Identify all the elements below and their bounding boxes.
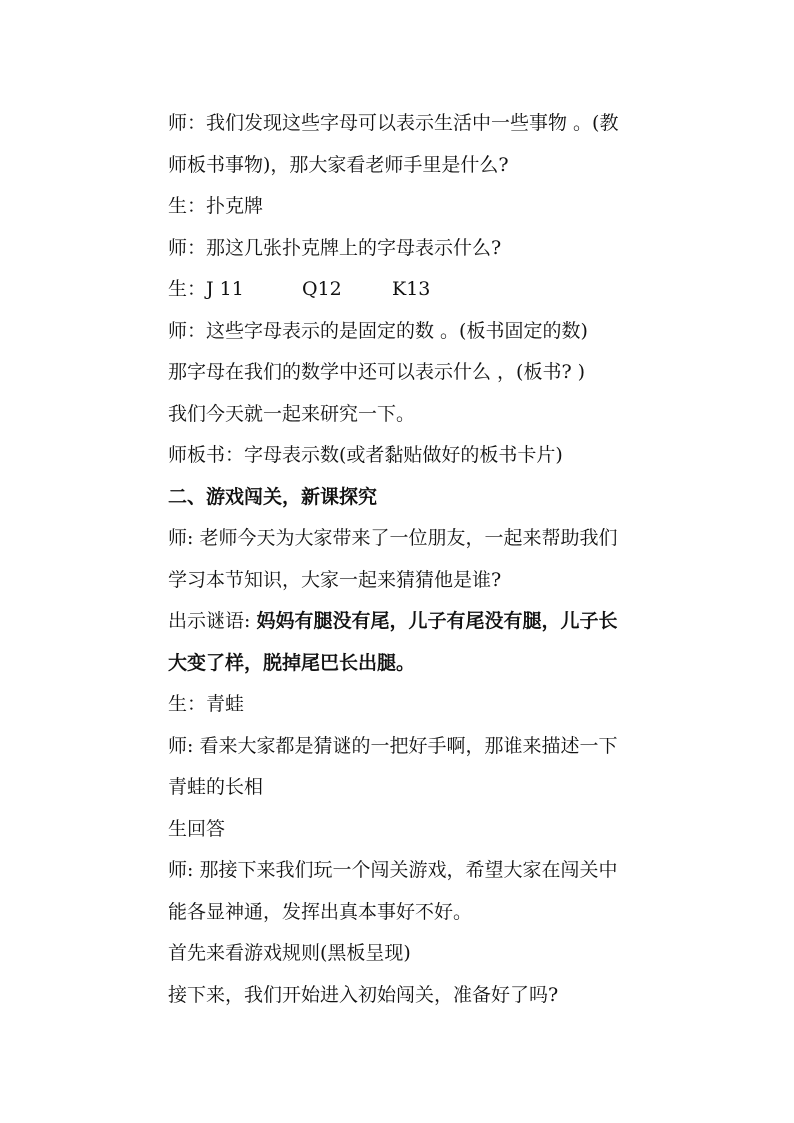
paragraph-line: 师板书事物)，那大家看老师手里是什么? [168,153,509,176]
paragraph-line: 师: 那接下来我们玩一个闯关游戏，希望大家在闯关中 [168,859,618,881]
paragraph-line: 青蛙的长相 [168,776,264,798]
paragraph-line: 生：青蛙 [168,693,245,715]
paragraph-line: 师：那这几张扑克牌上的字母表示什么? [168,236,502,259]
paragraph-line: 首先来看游戏规则(黑板呈现) [168,942,411,964]
riddle-text-continued: 大变了样，脱掉尾巴长出腿。 [168,651,416,674]
paragraph-line: 师：这些字母表示的是固定的数 。(板书固定的数) [168,319,588,342]
riddle-line [168,601,708,643]
poker-cards-line [168,269,708,311]
paragraph-line: 学习本节知识，大家一起来猜猜他是谁? [168,568,502,591]
card-q: Q12 [302,278,342,300]
section-heading: 二、游戏闯关，新课探究 [168,485,378,508]
paragraph-line: 我们今天就一起来研究一下。 [168,402,416,425]
paragraph-line: 生：扑克牌 [168,195,264,217]
paragraph-line: 师: 看来大家都是猜谜的一把好手啊，那谁来描述一下 [168,734,618,757]
card-k: K13 [392,278,431,300]
speaker-label: 生： [168,278,207,300]
paragraph-line: 那字母在我们的数学中还可以表示什么 ，(板书? ) [168,361,586,383]
paragraph-line: 接下来，我们开始进入初始闯关，准备好了吗? [168,983,559,1006]
paragraph-line: 师: 老师今天为大家带来了一位朋友，一起来帮助我们 [168,527,618,549]
paragraph-line: 生回答 [168,817,226,840]
lesson-transcript [168,103,708,1016]
paragraph-line: 师：我们发现这些字母可以表示生活中一些事物 。(教 [168,112,619,134]
card-j: J 11 [206,278,244,300]
paragraph-line: 师板书：字母表示数(或者黏贴做好的板书卡片) [168,444,563,466]
riddle-label: 出示谜语: [168,610,257,632]
paragraph-line: 能各显神通，发挥出真本事好不好。 [168,900,473,923]
riddle-text: 妈妈有腿没有尾，儿子有尾没有腿，儿子长 [256,610,618,632]
